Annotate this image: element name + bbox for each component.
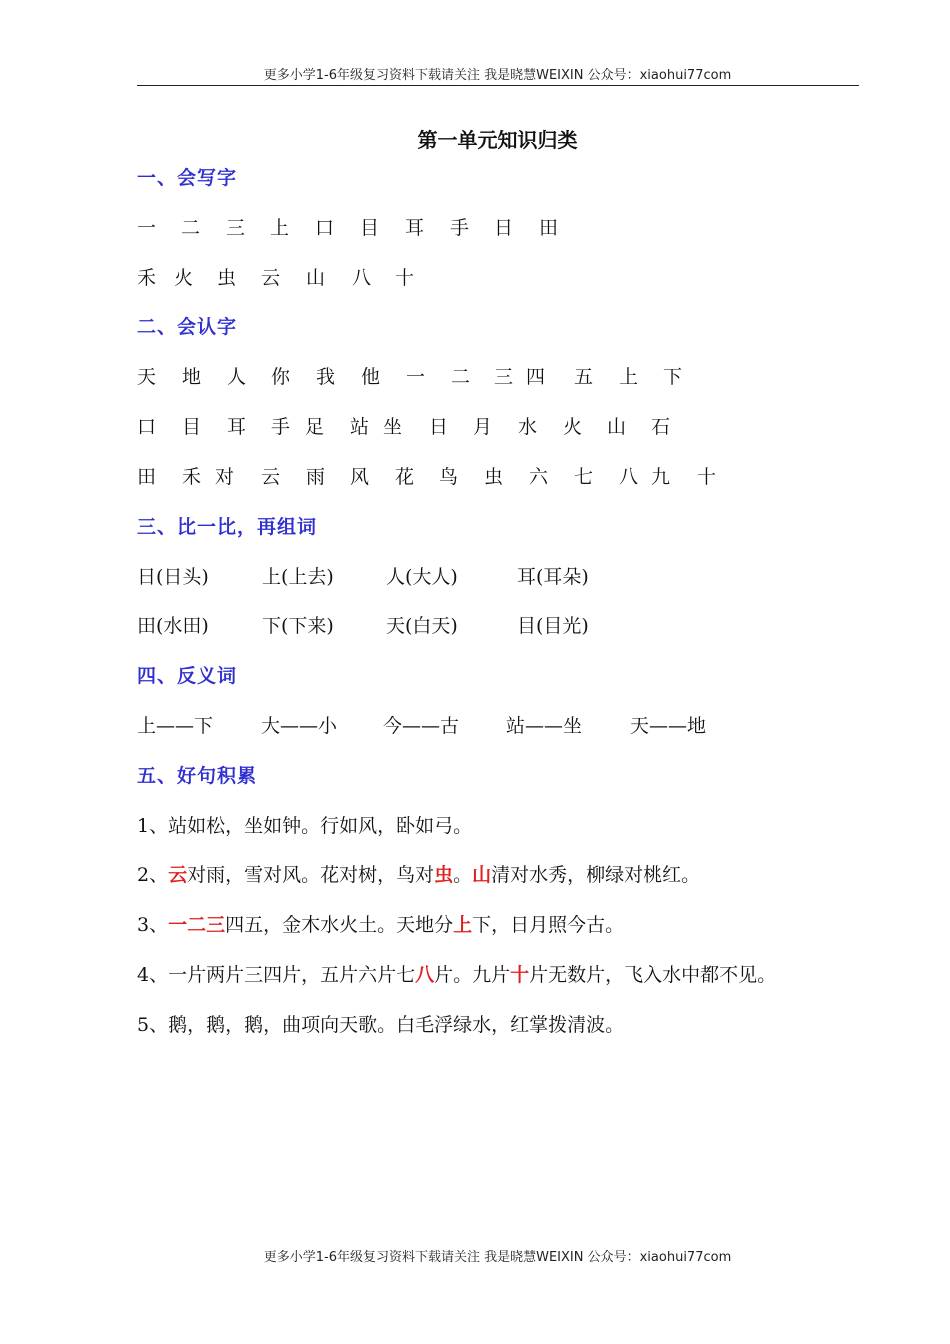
char-item: 你: [271, 366, 291, 388]
char-item: 耳: [405, 217, 425, 239]
char-item: 二: [451, 366, 471, 388]
section-heading-antonyms: 四、反义词: [137, 665, 238, 687]
char-item: 目(目光): [517, 615, 589, 637]
char-item: 七: [574, 466, 594, 488]
char-item: 六: [529, 466, 549, 488]
char-item: 手: [450, 217, 470, 239]
header-note: 更多小学1-6年级复习资料下载请关注 我是晓慧WEIXIN 公众号：xiaohui77com: [263, 68, 732, 83]
char-item: 上: [619, 366, 639, 388]
sentence-text: 清对水秀，柳绿对桃红。: [491, 864, 701, 886]
char-item: 人: [227, 366, 247, 388]
sentence-text: 4、一片两片三四片，五片六片七: [137, 964, 416, 986]
page-title: 第一单元知识归类: [417, 128, 578, 152]
char-item: 三: [226, 217, 246, 239]
highlight-text: 山: [472, 864, 492, 886]
sentence-1: [137, 811, 472, 838]
section-heading-recognize: 二、会认字: [137, 316, 238, 338]
char-item: 鸟: [439, 466, 459, 488]
char-item: 下(下来): [262, 615, 334, 637]
sentence-text: 片。九片: [434, 964, 511, 986]
char-item: 风: [350, 466, 370, 488]
sentence-5: [137, 1010, 624, 1037]
char-item: 口: [137, 416, 157, 438]
char-item: 九: [651, 466, 671, 488]
sentence-text: 。: [453, 864, 473, 886]
highlight-text: 一二三: [168, 914, 226, 936]
char-item: 日: [494, 217, 514, 239]
char-item: 日: [429, 416, 449, 438]
char-item: 人(大人): [386, 566, 458, 588]
char-item: 四: [526, 366, 546, 388]
footer-note: 更多小学1-6年级复习资料下载请关注 我是晓慧WEIXIN 公众号：xiaohui77com: [263, 1250, 732, 1265]
section-heading-sentences: 五、好句积累: [137, 765, 258, 787]
char-item: 地: [182, 366, 202, 388]
char-item: 下: [663, 366, 683, 388]
char-item: 耳: [227, 416, 247, 438]
antonym-pair: 站——坐: [506, 715, 583, 737]
char-item: 一: [137, 217, 157, 239]
char-item: 手: [271, 416, 291, 438]
highlight-text: 八: [415, 964, 435, 986]
antonym-pair: 大——小: [261, 715, 338, 737]
highlight-text: 虫: [434, 864, 454, 886]
char-item: 八: [352, 267, 372, 289]
char-item: 日(日头): [137, 566, 209, 588]
char-item: 山: [607, 416, 627, 438]
char-item: 虫: [484, 466, 504, 488]
char-item: 耳(耳朵): [517, 566, 589, 588]
antonym-pair: 天——地: [630, 715, 707, 737]
highlight-text: 十: [510, 964, 530, 986]
char-item: 云: [261, 267, 281, 289]
char-item: 田: [539, 217, 559, 239]
char-item: 山: [306, 267, 326, 289]
char-item: 八: [619, 466, 639, 488]
char-item: 我: [316, 366, 336, 388]
sentence-text: 1、站如松，坐如钟。行如风，卧如弓。: [137, 815, 473, 837]
char-item: 站: [350, 416, 370, 438]
section-heading-write: 一、会写字: [137, 167, 238, 189]
sentence-text: 四五，金木水火土。天地分: [225, 914, 454, 936]
sentence-text: 片无数片，飞入水中都不见。: [529, 964, 777, 986]
char-item: 火: [174, 267, 194, 289]
antonym-pair: 上——下: [137, 715, 214, 737]
char-item: 三: [494, 366, 514, 388]
char-item: 十: [697, 466, 717, 488]
char-item: 火: [563, 416, 583, 438]
char-item: 田(水田): [137, 615, 209, 637]
char-item: 目: [360, 217, 380, 239]
char-item: 一: [406, 366, 426, 388]
char-item: 云: [261, 466, 281, 488]
antonym-pair: 今——古: [383, 715, 460, 737]
sentence-text: 对雨，雪对风。花对树，鸟对: [187, 864, 435, 886]
char-item: 天: [137, 366, 157, 388]
char-item: 天(白天): [386, 615, 458, 637]
char-item: 十: [395, 267, 415, 289]
char-item: 口: [315, 217, 335, 239]
header-rule: [137, 85, 859, 86]
char-item: 雨: [306, 466, 326, 488]
char-item: 目: [182, 416, 202, 438]
highlight-text: 上: [453, 914, 473, 936]
sentence-text: 2、: [137, 864, 169, 886]
char-item: 坐: [383, 416, 403, 438]
char-item: 五: [574, 366, 594, 388]
sentence-text: 5、鹅，鹅，鹅，曲项向天歌。白毛浮绿水，红掌拨清波。: [137, 1014, 625, 1036]
highlight-text: 云: [168, 864, 188, 886]
section-heading-compare: 三、比一比，再组词: [137, 516, 318, 538]
char-item: 水: [518, 416, 538, 438]
char-item: 他: [361, 366, 381, 388]
char-item: 禾: [137, 267, 157, 289]
char-item: 禾: [182, 466, 202, 488]
char-item: 花: [395, 466, 415, 488]
char-item: 石: [651, 416, 671, 438]
sentence-3: [137, 910, 624, 937]
char-item: 上(上去): [262, 566, 334, 588]
char-item: 上: [270, 217, 290, 239]
sentence-2: [137, 860, 700, 887]
char-item: 足: [305, 416, 325, 438]
char-item: 虫: [217, 267, 237, 289]
char-item: 月: [473, 416, 493, 438]
sentence-text: 3、: [137, 914, 169, 936]
char-item: 田: [137, 466, 157, 488]
char-item: 二: [181, 217, 201, 239]
sentence-4: [137, 960, 776, 987]
char-item: 对: [215, 466, 235, 488]
sentence-text: 下，日月照今古。: [472, 914, 625, 936]
